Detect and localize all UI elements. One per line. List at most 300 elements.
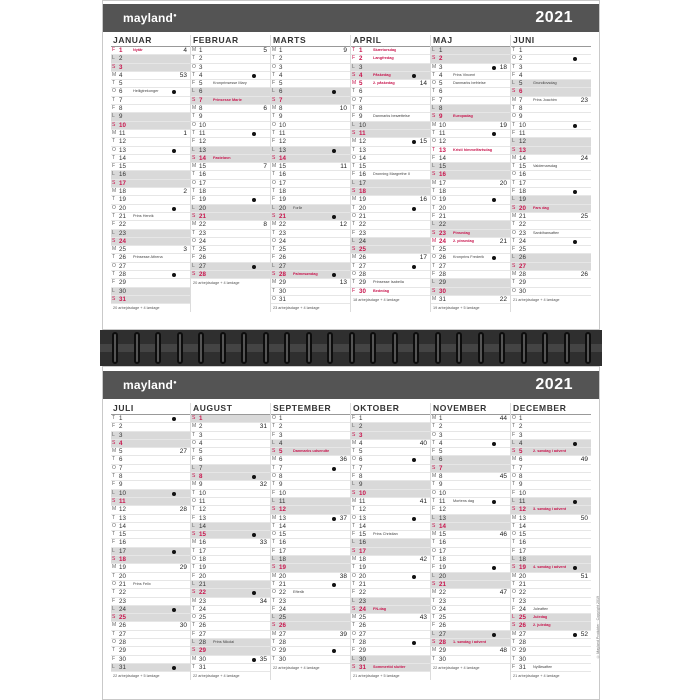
day-number: 23 [519, 597, 526, 605]
day-row [431, 481, 510, 489]
day-number: 26 [439, 622, 446, 630]
day-row [351, 113, 430, 121]
day-row [191, 548, 270, 556]
day-note: Langfredag [373, 56, 394, 61]
weekday-letter: S [512, 564, 516, 571]
brand-logo: mayland● [123, 378, 177, 392]
day-note: Valdemarsdag [533, 164, 558, 169]
weekday-letter: S [272, 96, 276, 103]
weekday-letter: M [432, 121, 437, 128]
day-number: 9 [279, 481, 283, 489]
weekday-letter: M [432, 179, 437, 186]
day-number: 24 [119, 605, 126, 613]
day-number: 8 [119, 473, 123, 481]
day-number: 3 [119, 431, 123, 439]
day-list [191, 415, 270, 672]
day-number: 16 [359, 539, 366, 547]
binding-ring-icon [521, 332, 527, 364]
day-row [511, 515, 591, 523]
day-row [111, 614, 190, 622]
day-number: 30 [279, 655, 286, 663]
binding-ring-icon [392, 332, 398, 364]
day-number: 4 [199, 439, 203, 447]
week-number: 18 [499, 63, 507, 71]
binding-ring-icon [413, 332, 419, 364]
day-number: 10 [199, 121, 206, 129]
weekday-letter: T [352, 163, 356, 170]
day-number: 6 [439, 456, 443, 464]
moon-phase-icon [172, 550, 176, 554]
day-number: 20 [439, 572, 446, 580]
day-number: 29 [279, 279, 286, 287]
weekday-letter: S [432, 55, 436, 62]
weekday-letter: L [352, 179, 355, 186]
day-note: Grundlovsdag [533, 81, 557, 86]
binding-ring-icon [177, 332, 183, 364]
day-number: 4 [439, 71, 443, 79]
day-number: 21 [519, 580, 526, 588]
day-row [511, 113, 591, 121]
weekday-letter: L [112, 663, 115, 670]
day-row [111, 55, 190, 63]
day-number: 26 [119, 254, 126, 262]
week-number: 19 [499, 121, 507, 129]
day-row [431, 639, 510, 647]
day-number: 31 [119, 663, 126, 671]
week-number: 42 [419, 556, 427, 564]
day-number: 26 [359, 622, 366, 630]
weekday-letter: F [272, 138, 276, 145]
weekday-letter: S [112, 237, 116, 244]
day-number: 18 [519, 556, 526, 564]
day-row [431, 465, 510, 473]
weekday-letter: T [192, 564, 196, 571]
day-number: 18 [199, 556, 206, 564]
day-row [111, 105, 190, 113]
day-row [351, 180, 430, 188]
weekday-letter: S [352, 489, 356, 496]
day-row [191, 254, 270, 262]
day-row [351, 589, 430, 597]
weekday-letter: S [272, 212, 276, 219]
day-row [431, 271, 510, 279]
month-column [111, 403, 191, 680]
moon-phase-icon [252, 198, 256, 202]
weekday-letter: T [192, 171, 196, 178]
copyright-text: © Mayland Produkter · Copyright 2019 [596, 596, 600, 659]
day-number: 9 [199, 481, 203, 489]
day-number: 31 [439, 295, 446, 303]
day-row [511, 271, 591, 279]
binding-ring-icon [349, 332, 355, 364]
weekday-letter: T [352, 564, 356, 571]
day-number: 12 [119, 138, 126, 146]
weekday-letter: O [272, 415, 276, 421]
weekday-letter: O [512, 589, 516, 596]
day-row [351, 288, 430, 296]
binding-ring-icon [585, 332, 591, 364]
day-row [111, 523, 190, 531]
day-number: 17 [199, 547, 206, 555]
day-number: 11 [279, 129, 286, 137]
day-number: 24 [359, 605, 366, 613]
day-row [511, 72, 591, 80]
binding-ring-icon [220, 332, 226, 364]
day-number: 4 [279, 439, 283, 447]
day-number: 4 [519, 439, 523, 447]
day-number: 2 [519, 55, 523, 63]
weekday-letter: F [352, 229, 356, 236]
day-number: 17 [359, 547, 366, 555]
day-number: 4 [119, 439, 123, 447]
day-note: Fastelavn [213, 155, 231, 160]
day-row [191, 606, 270, 614]
day-number: 9 [519, 481, 523, 489]
day-number: 24 [519, 605, 526, 613]
week-number: 14 [419, 80, 427, 88]
weekday-letter: L [352, 539, 355, 546]
week-number: 47 [499, 589, 507, 597]
week-number: 52 [580, 630, 588, 638]
weekday-letter: S [512, 262, 516, 269]
weekday-letter: T [432, 88, 436, 95]
weekday-letter: M [272, 279, 277, 286]
weekday-letter: O [352, 96, 356, 103]
weekday-letter: T [192, 55, 196, 62]
day-row [351, 213, 430, 221]
day-number: 9 [119, 481, 123, 489]
weekday-letter: F [512, 188, 516, 195]
day-row [191, 97, 270, 105]
month-column [191, 35, 271, 312]
day-row [511, 188, 591, 196]
day-row [191, 213, 270, 221]
day-row [271, 288, 350, 296]
day-row [191, 55, 270, 63]
weekday-letter: M [432, 237, 437, 244]
day-number: 3 [119, 63, 123, 71]
week-number: 29 [179, 564, 187, 572]
day-row [511, 122, 591, 130]
day-row [191, 188, 270, 196]
moon-phase-icon [412, 458, 416, 462]
day-row [511, 606, 591, 614]
day-number: 18 [359, 556, 366, 564]
day-number: 6 [119, 88, 123, 96]
day-note: Prinsesse Marie [213, 97, 242, 102]
day-number: 28 [519, 639, 526, 647]
day-row [271, 473, 350, 481]
day-number: 16 [359, 171, 366, 179]
weekday-letter: F [512, 547, 516, 554]
day-row [351, 122, 430, 130]
day-number: 4 [359, 439, 363, 447]
day-number: 14 [119, 522, 126, 530]
day-number: 17 [199, 179, 206, 187]
day-number: 3 [359, 63, 363, 71]
weekday-letter: S [432, 229, 436, 236]
weekday-letter: S [432, 522, 436, 529]
weekday-letter: O [112, 580, 116, 587]
day-note: Sankthansaften [533, 230, 560, 235]
day-row [431, 72, 510, 80]
weekday-letter: M [272, 572, 277, 579]
day-row [271, 130, 350, 138]
day-row [111, 473, 190, 481]
day-number: 9 [439, 481, 443, 489]
day-row [271, 279, 350, 287]
weekday-letter: M [432, 531, 437, 538]
day-row [111, 130, 190, 138]
day-row [191, 556, 270, 564]
day-row [351, 254, 430, 262]
day-row [351, 581, 430, 589]
weekday-letter: L [112, 431, 115, 438]
day-row [351, 631, 430, 639]
weekday-letter: F [272, 196, 276, 203]
day-number: 9 [279, 113, 283, 121]
weekday-letter: O [112, 639, 116, 646]
day-row [111, 238, 190, 246]
weekday-letter: T [112, 473, 116, 480]
day-number: 14 [199, 154, 206, 162]
day-row [511, 465, 591, 473]
month-column [351, 403, 431, 680]
weekday-letter: T [192, 622, 196, 629]
day-note: Prins Joachim [533, 97, 557, 102]
spiral-binding [100, 330, 602, 366]
day-number: 29 [119, 647, 126, 655]
day-number: 2 [279, 55, 283, 63]
day-number: 7 [519, 464, 523, 472]
day-row [111, 72, 190, 80]
weekday-letter: T [432, 497, 436, 504]
day-number: 28 [199, 639, 206, 647]
weekday-letter: F [512, 71, 516, 78]
day-number: 23 [439, 597, 446, 605]
day-row [271, 598, 350, 606]
weekday-letter: S [352, 547, 356, 554]
weekday-letter: S [112, 497, 116, 504]
weekday-letter: T [112, 630, 116, 637]
weekday-letter: F [432, 154, 436, 161]
weekday-letter: L [112, 55, 115, 62]
day-row [351, 130, 430, 138]
day-number: 23 [359, 597, 366, 605]
weekday-letter: S [352, 605, 356, 612]
day-number: 17 [519, 547, 526, 555]
day-row [191, 72, 270, 80]
day-note: Helligtrekonger [133, 89, 159, 94]
day-row [191, 138, 270, 146]
day-row [271, 639, 350, 647]
binding-ring-icon [327, 332, 333, 364]
day-row [271, 163, 350, 171]
month-column [111, 35, 191, 312]
day-number: 7 [279, 464, 283, 472]
day-row [351, 64, 430, 72]
weekday-letter: M [112, 246, 117, 253]
day-number: 14 [199, 522, 206, 530]
day-row [351, 456, 430, 464]
weekday-letter: O [192, 556, 196, 563]
day-number: 1 [439, 47, 443, 54]
moon-phase-icon [412, 207, 416, 211]
weekday-letter: T [432, 597, 436, 604]
weekday-letter: T [512, 179, 516, 186]
day-row [511, 589, 591, 597]
day-number: 23 [119, 229, 126, 237]
day-number: 10 [359, 121, 366, 129]
moon-phase-icon [492, 132, 496, 136]
moon-phase-icon [172, 149, 176, 153]
day-number: 22 [519, 589, 526, 597]
day-row [431, 64, 510, 72]
weekday-letter: M [192, 163, 197, 170]
weekday-letter: F [432, 96, 436, 103]
day-row [511, 656, 591, 664]
calendar-sheet-top [102, 0, 600, 330]
weekday-letter: T [432, 204, 436, 211]
day-row [271, 213, 350, 221]
day-row [271, 72, 350, 80]
weekday-letter: T [272, 481, 276, 488]
day-row [351, 196, 430, 204]
weekday-letter: L [352, 237, 355, 244]
day-number: 23 [199, 597, 206, 605]
month-name: FEBRUAR [191, 35, 270, 47]
day-row [511, 47, 591, 55]
day-number: 13 [519, 146, 526, 154]
day-row [111, 122, 190, 130]
week-number: 33 [259, 539, 267, 547]
day-number: 19 [199, 196, 206, 204]
week-number: 24 [580, 154, 588, 162]
day-row [431, 622, 510, 630]
weekday-letter: F [352, 647, 356, 654]
day-number: 23 [199, 229, 206, 237]
day-row [271, 456, 350, 464]
weekday-letter: S [272, 271, 276, 278]
day-list [191, 47, 270, 279]
weekday-letter: F [112, 655, 116, 662]
weekday-letter: T [192, 129, 196, 136]
day-number: 22 [359, 221, 366, 229]
moon-phase-icon [412, 74, 416, 78]
day-number: 15 [279, 531, 286, 539]
day-row [271, 263, 350, 271]
day-number: 1 [119, 47, 123, 54]
day-row [111, 188, 190, 196]
weekday-letter: L [192, 639, 195, 646]
day-number: 15 [519, 163, 526, 171]
day-row [431, 288, 510, 296]
weekday-letter: S [112, 556, 116, 563]
day-number: 17 [279, 179, 286, 187]
day-row [511, 415, 591, 423]
day-row [271, 238, 350, 246]
weekday-letter: S [192, 647, 196, 654]
weekday-letter: T [112, 154, 116, 161]
day-note: Prins Nikolai [213, 640, 235, 645]
weekday-letter: F [192, 456, 196, 463]
day-number: 15 [359, 531, 366, 539]
moon-phase-icon [252, 658, 256, 662]
month-footer: 22 arbejdsdage + 4 lørdage [433, 665, 480, 670]
weekday-letter: S [352, 188, 356, 195]
week-number: 36 [339, 456, 347, 464]
day-row [431, 448, 510, 456]
weekday-letter: M [432, 63, 437, 70]
day-row [511, 213, 591, 221]
day-number: 28 [519, 271, 526, 279]
day-number: 4 [279, 71, 283, 79]
day-number: 7 [439, 464, 443, 472]
day-number: 2 [359, 55, 363, 63]
weekday-letter: O [352, 154, 356, 161]
day-row [271, 122, 350, 130]
day-number: 7 [199, 464, 203, 472]
day-row [191, 456, 270, 464]
day-row [111, 432, 190, 440]
day-number: 19 [119, 196, 126, 204]
day-row [351, 548, 430, 556]
day-row [271, 147, 350, 155]
day-number: 2 [519, 423, 523, 431]
month-footer: 18 arbejdsdage + 4 lørdage [353, 297, 400, 302]
weekday-letter: O [192, 121, 196, 128]
weekday-letter: S [432, 580, 436, 587]
day-number: 13 [199, 514, 206, 522]
weekday-letter: T [112, 647, 116, 654]
weekday-letter: S [192, 415, 196, 421]
day-list [511, 47, 591, 296]
day-number: 26 [199, 622, 206, 630]
month-footer: 22 arbejdsdage + 4 lørdage [193, 674, 240, 679]
weekday-letter: S [512, 88, 516, 95]
weekday-letter: F [352, 473, 356, 480]
day-row [111, 138, 190, 146]
weekday-letter: O [112, 146, 116, 153]
day-number: 11 [199, 129, 206, 137]
weekday-letter: F [352, 55, 356, 62]
day-number: 27 [519, 630, 526, 638]
week-number: 22 [499, 295, 507, 303]
day-row [431, 473, 510, 481]
day-number: 10 [119, 489, 126, 497]
day-note: Prinsesse Isabella [373, 280, 404, 285]
day-number: 24 [199, 237, 206, 245]
weekday-letter: M [352, 80, 357, 87]
weekday-letter: M [192, 423, 197, 430]
day-number: 24 [199, 605, 206, 613]
weekday-letter: T [192, 188, 196, 195]
day-number: 16 [119, 171, 126, 179]
day-number: 1 [279, 47, 283, 54]
weekday-letter: T [112, 415, 116, 421]
weekday-letter: F [112, 279, 116, 286]
day-row [191, 622, 270, 630]
day-row [271, 622, 350, 630]
day-number: 4 [359, 71, 363, 79]
weekday-letter: T [272, 113, 276, 120]
day-number: 29 [199, 647, 206, 655]
day-row [271, 196, 350, 204]
weekday-letter: O [512, 647, 516, 654]
day-number: 27 [199, 630, 206, 638]
day-number: 25 [279, 614, 286, 622]
weekday-letter: M [272, 163, 277, 170]
